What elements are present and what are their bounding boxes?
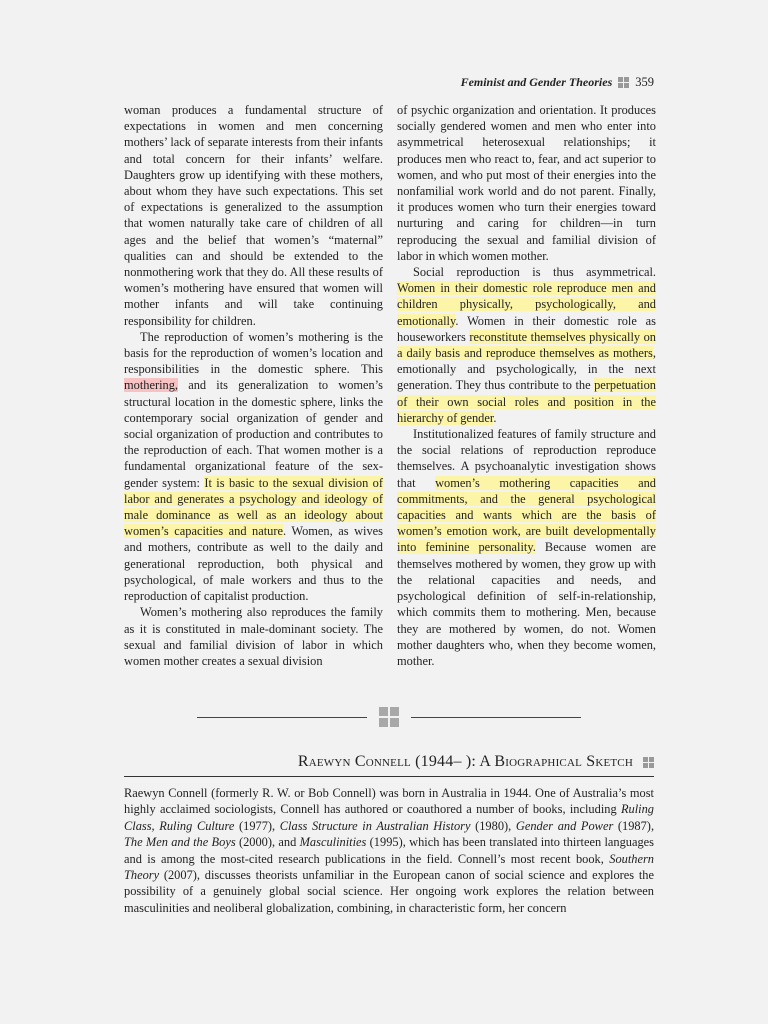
section-rule <box>124 776 654 777</box>
four-square-ornament-icon <box>643 757 654 768</box>
right-column <box>397 102 656 669</box>
left-paragraph-3: Women’s mothering also reproduces the family as it is constituted in male-dominant society. The sexual and familial division of labor in which women mother creates a sexual division <box>124 605 383 668</box>
highlight-mothering: mothering, <box>124 378 179 393</box>
highlight-perpetuation: perpetuation of their own social roles and position in the hierarchy of gender <box>397 378 656 425</box>
left-column <box>124 102 383 669</box>
section-title: Raewyn Connell (1944– ): A Biographical Sketch <box>297 753 633 770</box>
four-square-ornament-icon <box>379 707 399 727</box>
divider-line-right <box>411 717 581 718</box>
divider-line-left <box>197 717 367 718</box>
highlight-mothering-capacities: women’s mothering capacities and commitments, and the general psychological capacities and wants which are the basis of women’s emotion work, are built developmentally into feminine personality. <box>397 475 656 555</box>
four-square-ornament-icon <box>618 77 629 88</box>
right-paragraph-2: Social reproduction is thus asymmetrical. Women in their domestic role reproduce men and children physically, psychologically, and emotionally. Women in their domestic role as houseworkers reconstitute themselves physically on a daily basis and reproduce themselves as mothers, emotionally and psychologically, in the next generation. They thus contribute to the perpetuation of their own social roles and position in the hierarchy of gender. <box>397 265 656 425</box>
running-head-title: Feminist and Gender Theories <box>460 75 613 89</box>
left-paragraph-2: The reproduction of women’s mothering is the basis for the reproduction of women’s location and responsibilities in the domestic sphere. This mothering, and its generalization to women’s structural location in the domestic sphere, links the contemporary social organization of gender and social organization of production and contributes to the reproduction of each. That women mother is a fundamental organizational feature of the sex-gender system: It is basic to the sexual division of labor and generates a psychology and ideology of male dominance as well as an ideology about women’s capacities and nature. Women, as wives and mothers, contribute as well to the daily and generational reproduction, both physical and psychological, of male workers and thus to the reproduction of capitalist production. <box>124 329 383 604</box>
page-number: 359 <box>635 75 654 89</box>
section-heading <box>124 751 654 773</box>
right-paragraph-1: of psychic organization and orientation. It produces socially gendered women and men who enter into asymmetrical heterosexual relationships; it produces men who react to, fear, and act superior to women, and who put most of their energies into the nonfamilial work world and do not parent. Finally, it produces women who turn their energies toward nurturing and caring for children—in turn reproducing the sexual and familial division of labor in which women mother. <box>397 103 656 263</box>
left-paragraph-1: woman produces a fundamental structure of expectations in women and men concerning mothers’ lack of separate interests from their infants and total concern for their infants’ welfare. Daughters grow up identifying with these mothers, about whom they have such expectations. This set of expectations is generalized to the assumption that women naturally take care of children of all ages and the belief that women’s “maternal” qualities can and should be extended to the nonmothering work that they do. All these results of women’s mothering have ensured that women will mother infants and will take continuing responsibility for children. <box>124 103 383 328</box>
highlight-reconstitute: reconstitute themselves physically on a daily basis and reproduce themselves as mothers <box>397 329 656 361</box>
biography-paragraph: Raewyn Connell (formerly R. W. or Bob Connell) was born in Australia in 1944. One of Australia’s most highly acclaimed sociologists, Connell has authored or coauthored a number of books, including Ruling Class, Ruling Culture (1977), Class Structure in Australian History (1980), Gender and Power (1987), The Men and the Boys (2000), and Masculinities (1995), which has been translated into thirteen languages and is among the most-cited research publications in the field. Connell’s most recent book, Southern Theory (2007), discusses theorists unfamiliar in the European canon of social science and explores the possibility of a genuinely global social science. Her ongoing work explores the relation between masculinities and neoliberal globalization, combining, in characteristic form, her concern <box>124 786 655 915</box>
highlight-sexual-division: It is basic to the sexual division of labor and generates a psychology and ideology of male dominance as well as an ideology about women’s capacities and nature <box>124 475 383 539</box>
section-divider <box>197 706 581 728</box>
highlight-domestic-role: Women in their domestic role reproduce men and children physically, psychologically, and emotionally <box>397 281 656 328</box>
running-head <box>124 75 654 90</box>
right-paragraph-3: Institutionalized features of family structure and the social relations of reproduction reproduce themselves. A psychoanalytic investigation shows that women’s mothering capacities and commitments, and the general psychological capacities and wants which are the basis of women’s emotion work, are built developmentally into feminine personality. Because women are themselves mothered by women, they grow up with the relational capacities and needs, and psychological definition of self-in-relationship, which commits them to mothering. Men, because they are mothered by women, do not. Women mother daughters who, when they become women, mother. <box>397 427 656 668</box>
